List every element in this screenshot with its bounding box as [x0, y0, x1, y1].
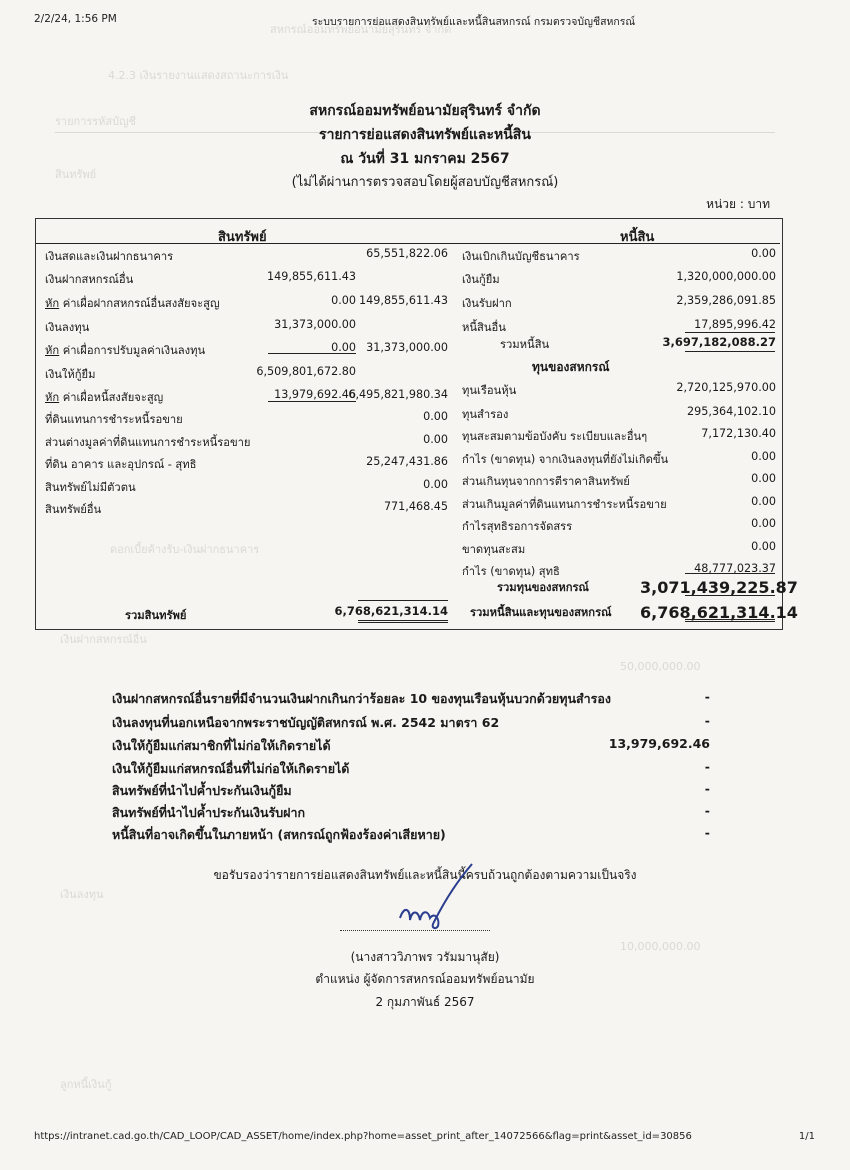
- subtotal-rule: [268, 401, 356, 402]
- liabilities-rule: [685, 332, 775, 333]
- asset-row-label: [45, 318, 89, 336]
- equity-value: 0.00: [751, 495, 776, 508]
- deduct-prefix: หัก: [45, 297, 60, 310]
- asset-row-label: [45, 410, 183, 428]
- show-through-text: เงินลงทุน: [60, 888, 104, 901]
- equity-label: ทุนสำรอง: [462, 408, 509, 421]
- note-value: 13,979,692.46: [608, 736, 710, 751]
- asset-label-text: ค่าเผื่อฝากสหกรณ์อื่นสงสัยจะสูญ: [59, 297, 220, 310]
- print-page-count: 1/1: [798, 1131, 815, 1142]
- equity-value: 0.00: [751, 517, 776, 530]
- equity-rule: [685, 595, 775, 596]
- total-equity-label: รวมทุนของสหกรณ์: [497, 581, 589, 594]
- print-datetime: 2/2/24, 1:56 PM: [34, 13, 117, 25]
- signer-position: ตำแหน่ง ผู้จัดการสหกรณ์ออมทรัพย์อนามัย: [315, 972, 535, 986]
- grand-total-label: รวมหนี้สินและทุนของสหกรณ์: [470, 606, 612, 619]
- show-through-text: 10,000,000.00: [620, 940, 701, 953]
- asset-subvalue: 0.00: [331, 341, 356, 354]
- asset-subvalue: 6,509,801,672.80: [256, 365, 356, 378]
- note-label: สินทรัพย์ที่นำไปค้ำประกันเงินกู้ยืม: [112, 783, 292, 798]
- equity-label: ขาดทุนสะสม: [462, 543, 526, 556]
- show-through-text: รายการรหัสบัญชี: [55, 115, 136, 128]
- asset-value: 31,373,000.00: [366, 341, 448, 354]
- show-through-text: 4.2.3 เงินรายงานแสดงสถานะการเงิน: [108, 69, 289, 82]
- asset-value: 6,495,821,980.34: [348, 388, 448, 401]
- deduct-prefix: หัก: [45, 344, 60, 357]
- asset-value: 0.00: [423, 433, 448, 446]
- asset-label-text: สินทรัพย์ไม่มีตัวตน: [45, 481, 136, 494]
- total-liabilities-value: 3,697,182,088.27: [662, 335, 776, 349]
- total-liabilities-label: รวมหนี้สิน: [500, 338, 550, 351]
- print-url: https://intranet.cad.go.th/CAD_LOOP/CAD_ASSET/home/index.php?home=asset_print_after_14072566&flag=print&asset_id=30856: [34, 1131, 692, 1142]
- show-through-text: 50,000,000.00: [620, 660, 701, 673]
- subtotal-rule: [268, 353, 356, 354]
- liabilities-header: หนี้สิน: [620, 230, 655, 245]
- asset-row-label: [45, 365, 95, 383]
- report-title: รายการย่อแสดงสินทรัพย์และหนี้สิน: [319, 127, 531, 143]
- signature-line: [340, 930, 490, 931]
- grand-total-double-rule: [685, 619, 775, 622]
- signature-mark: [390, 858, 500, 938]
- asset-label-text: เงินฝากสหกรณ์อื่น: [45, 273, 134, 286]
- total-assets-rule: [358, 600, 448, 601]
- show-through-text: ลูกหนี้เงินกู้: [60, 1078, 112, 1091]
- asset-row-label: [45, 247, 173, 265]
- note-label: หนี้สินที่อาจเกิดขึ้นในภายหน้า (สหกรณ์ถูกฟ้องร้องค่าเสียหาย): [112, 827, 446, 842]
- asset-label-text: เงินลงทุน: [45, 321, 90, 334]
- liability-value: 1,320,000,000.00: [676, 270, 776, 283]
- print-page-title: ระบบรายการย่อแสดงสินทรัพย์และหนี้สินสหกรณ์ กรมตรวจบัญชีสหกรณ์: [312, 16, 636, 28]
- note-value: -: [704, 825, 710, 840]
- liability-value: 2,359,286,091.85: [676, 294, 776, 307]
- liability-label: หนี้สินอื่น: [462, 321, 506, 334]
- asset-subvalue: 149,855,611.43: [267, 270, 356, 283]
- equity-value: 0.00: [751, 472, 776, 485]
- liability-value: 17,895,996.42: [694, 318, 776, 331]
- asset-value: 0.00: [423, 478, 448, 491]
- note-label: เงินฝากสหกรณ์อื่นรายที่มีจำนวนเงินฝากเกินกว่าร้อยละ 10 ของทุนเรือนหุ้นบวกด้วยทุนสำรอง: [112, 691, 611, 706]
- liability-label: เงินกู้ยืม: [462, 273, 500, 286]
- asset-value: 65,551,822.06: [366, 247, 448, 260]
- equity-value: 48,777,023.37: [694, 562, 776, 575]
- total-assets-value: 6,768,621,314.14: [334, 604, 448, 618]
- asset-label-text: เงินให้กู้ยืม: [45, 368, 96, 381]
- note-value: -: [704, 689, 710, 704]
- equity-value: 2,720,125,970.00: [676, 381, 776, 394]
- equity-value: 7,172,130.40: [701, 427, 776, 440]
- asset-row-label: [45, 270, 133, 288]
- note-label: เงินลงทุนที่นอกเหนือจากพระราชบัญญัติสหกรณ์ พ.ศ. 2542 มาตรา 62: [112, 715, 500, 730]
- liabilities-rule: [685, 351, 775, 352]
- header-rule: [36, 243, 780, 244]
- total-assets-label: รวมสินทรัพย์: [125, 609, 187, 622]
- asset-label-text: ค่าเผื่อหนี้สงสัยจะสูญ: [59, 391, 164, 404]
- asset-label-text: ส่วนต่างมูลค่าที่ดินแทนการชำระหนี้รอขาย: [45, 436, 251, 449]
- report-note: (ไม่ได้ผ่านการตรวจสอบโดยผู้สอบบัญชีสหกรณ์): [291, 175, 559, 190]
- deduct-prefix: หัก: [45, 391, 60, 404]
- asset-label-text: ที่ดิน อาคาร และอุปกรณ์ - สุทธิ: [45, 458, 197, 471]
- assets-header: สินทรัพย์: [218, 230, 267, 245]
- equity-value: 0.00: [751, 540, 776, 553]
- asset-row-label: [45, 294, 220, 312]
- liability-label: เงินรับฝาก: [462, 297, 512, 310]
- note-value: -: [704, 759, 710, 774]
- asset-label-text: ที่ดินแทนการชำระหนี้รอขาย: [45, 413, 183, 426]
- equity-label: กำไรสุทธิรอการจัดสรร: [462, 520, 573, 533]
- equity-label: ส่วนเกินทุนจากการตีราคาสินทรัพย์: [462, 475, 630, 488]
- certification-statement: ขอรับรองว่ารายการย่อแสดงสินทรัพย์และหนี้สินนี้ครบถ้วนถูกต้องตามความเป็นจริง: [213, 868, 637, 882]
- asset-label-text: ค่าเผื่อการปรับมูลค่าเงินลงทุน: [59, 344, 206, 357]
- asset-row-label: [45, 388, 163, 406]
- signed-date: 2 กุมภาพันธ์ 2567: [375, 995, 475, 1009]
- total-equity-value: 3,071,439,225.87: [640, 578, 798, 597]
- note-label: สินทรัพย์ที่นำไปค้ำประกันเงินรับฝาก: [112, 805, 306, 820]
- asset-subvalue: 31,373,000.00: [274, 318, 356, 331]
- asset-row-label: [45, 478, 136, 496]
- equity-label: กำไร (ขาดทุน) สุทธิ: [462, 565, 560, 578]
- note-value: -: [704, 781, 710, 796]
- unit-label: หน่วย : บาท: [706, 197, 770, 211]
- asset-label-text: สินทรัพย์อื่น: [45, 503, 102, 516]
- asset-row-label: [45, 455, 196, 473]
- grand-total-value: 6,768,621,314.14: [640, 603, 798, 622]
- asset-value: 149,855,611.43: [359, 294, 448, 307]
- asset-row-label: [45, 433, 250, 451]
- note-label: เงินให้กู้ยืมแก่สมาชิกที่ไม่ก่อให้เกิดรายได้: [112, 738, 331, 753]
- show-through-text: ดอกเบี้ยค้างรับ-เงินฝากธนาคาร: [110, 543, 260, 556]
- equity-value: 295,364,102.10: [687, 405, 776, 418]
- liability-value: 0.00: [751, 247, 776, 260]
- report-date: ณ วันที่ 31 มกราคม 2567: [340, 151, 510, 167]
- total-assets-double-rule: [358, 620, 448, 623]
- equity-label: ทุนเรือนหุ้น: [462, 384, 517, 397]
- org-name: สหกรณ์ออมทรัพย์อนามัยสุรินทร์ จำกัด: [309, 103, 541, 119]
- show-through-text: สินทรัพย์: [55, 168, 97, 181]
- asset-value: 25,247,431.86: [366, 455, 448, 468]
- show-through-text: เงินฝากสหกรณ์อื่น: [60, 633, 147, 646]
- note-label: เงินให้กู้ยืมแก่สหกรณ์อื่นที่ไม่ก่อให้เกิดรายได้: [112, 761, 350, 776]
- asset-label-text: เงินสดและเงินฝากธนาคาร: [45, 250, 174, 263]
- asset-subvalue: 0.00: [331, 294, 356, 307]
- equity-header: ทุนของสหกรณ์: [532, 360, 610, 374]
- liability-label: เงินเบิกเกินบัญชีธนาคาร: [462, 250, 580, 263]
- asset-value: 771,468.45: [383, 500, 448, 513]
- note-value: -: [704, 713, 710, 728]
- equity-label: ทุนสะสมตามข้อบังคับ ระเบียบและอื่นๆ: [462, 430, 648, 443]
- equity-rule: [685, 573, 775, 574]
- equity-label: ส่วนเกินมูลค่าที่ดินแทนการชำระหนี้รอขาย: [462, 498, 667, 511]
- show-through-text: สหกรณ์ออมทรัพย์อนามัยสุรินทร์ จำกัด: [270, 23, 452, 36]
- asset-subvalue: 13,979,692.46: [274, 388, 356, 401]
- equity-label: กำไร (ขาดทุน) จากเงินลงทุนที่ยังไม่เกิดขึ้น: [462, 453, 669, 466]
- note-value: -: [704, 803, 710, 818]
- asset-row-label: [45, 500, 101, 518]
- equity-value: 0.00: [751, 450, 776, 463]
- signer-name: (นางสาววิภาพร วรัมมานุสัย): [350, 950, 500, 964]
- asset-row-label: [45, 341, 205, 359]
- asset-value: 0.00: [423, 410, 448, 423]
